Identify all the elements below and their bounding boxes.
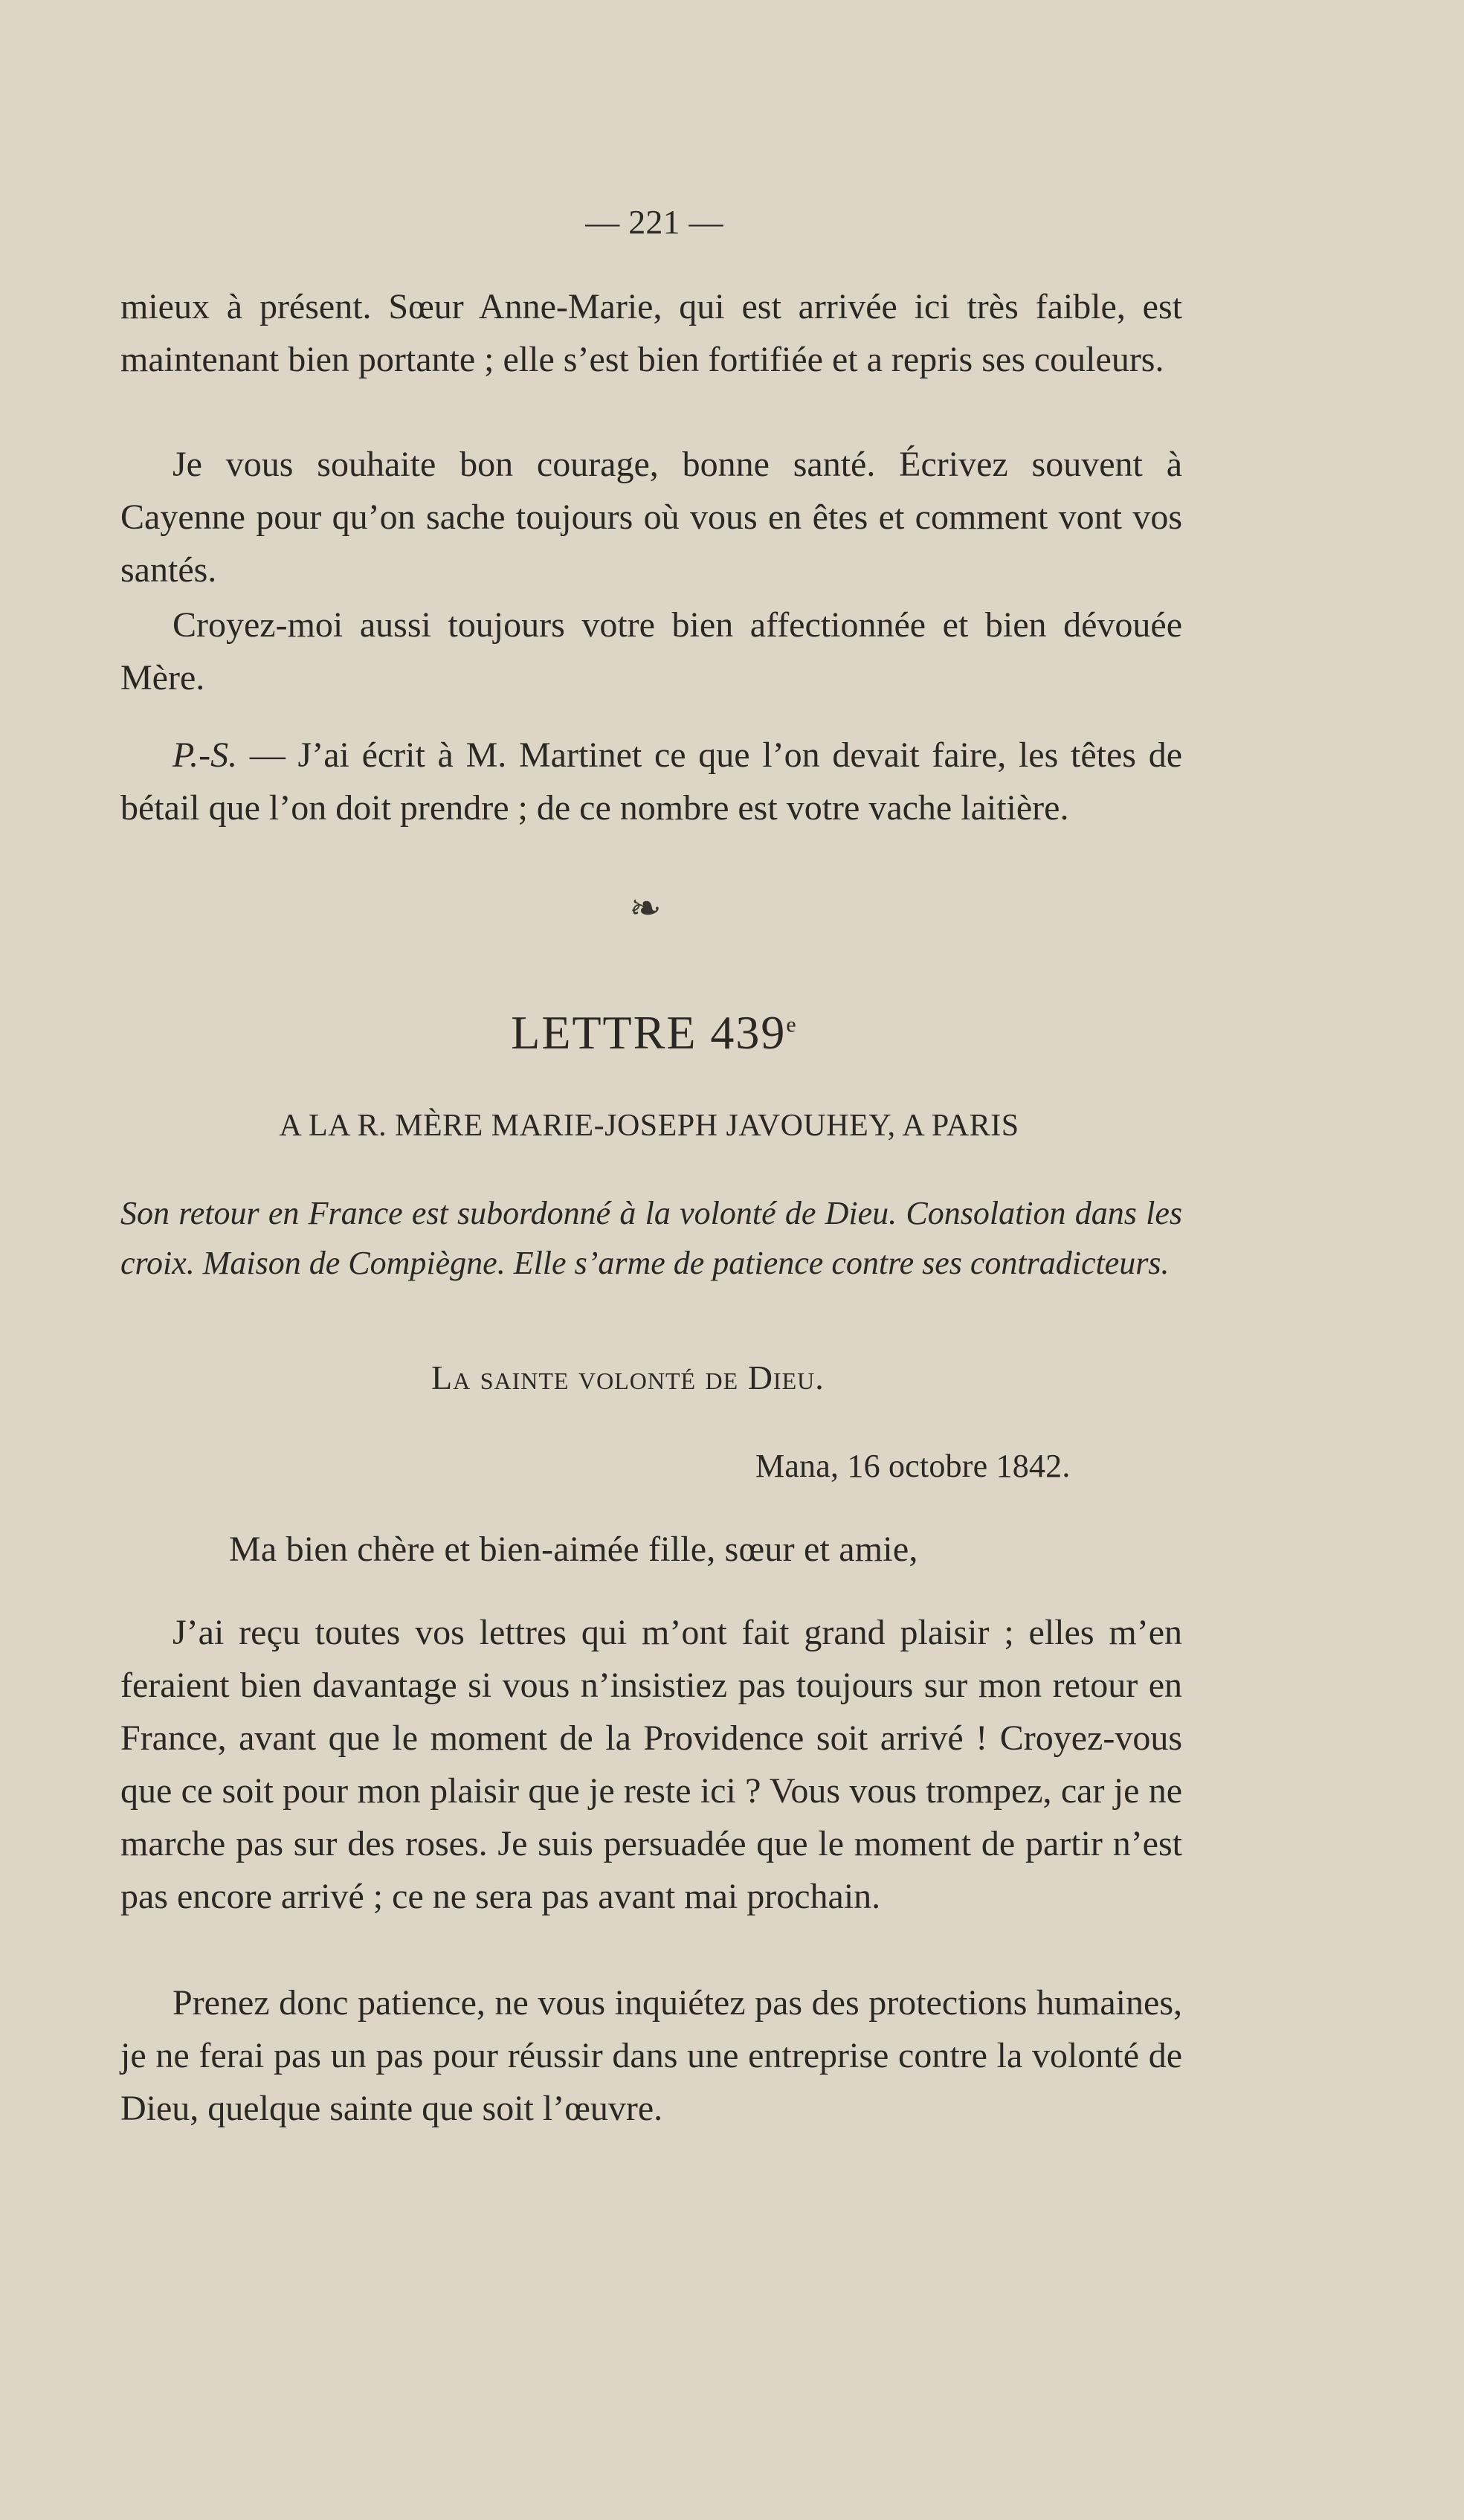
letter-paragraph-2: Prenez donc patience, ne vous inquiétez pas des protections humaines, je ne ferai pas un pas pour réussir dans une entreprise contre la volonté de Dieu, quelque sainte que soit l’œuvre.	[120, 1983, 1182, 2128]
invocation: La sainte volonté de Dieu.	[431, 1359, 825, 1396]
salutation: Ma bien chère et bien-aimée fille, sœur et amie,	[229, 1530, 918, 1569]
paragraph-closing: Croyez-moi aussi toujours votre bien affectionnée et bien dévouée Mère.	[120, 605, 1182, 697]
ornament-fleuron: ❧	[629, 888, 662, 930]
postscript	[120, 729, 1182, 834]
postscript-text: — J’ai écrit à M. Martinet ce que l’on devait faire, les têtes de bétail que l’on doit prendre ; de ce nombre est votre vache laitière.	[120, 735, 1182, 828]
letter-recipient: A LA R. MÈRE MARIE-JOSEPH JAVOUHEY, A PARIS	[279, 1109, 1019, 1143]
paragraph-wishes: Je vous souhaite bon courage, bonne santé. Écrivez souvent à Cayenne pour qu’on sache toujours où vous en êtes et comment vont vos santés.	[120, 445, 1182, 590]
letter-paragraph-1: J’ai reçu toutes vos lettres qui m’ont fait grand plaisir ; elles m’en feraient bien davantage si vous n’insistiez pas toujours sur mon retour en France, avant que le moment de la Providence soit arrivé ! Croyez-vous que ce soit pour mon plaisir que je reste ici ? Vous vous trompez, car je ne marche pas sur des roses. Je suis persuadée que le moment de partir n’est pas encore arrivé ; ce ne sera pas avant mai prochain.	[120, 1613, 1182, 1916]
letter-summary: Son retour en France est subordonné à la volonté de Dieu. Consolation dans les croix. Maison de Compiègne. Elle s’arme de patience contre ses contradicteurs.	[120, 1195, 1182, 1281]
letter-title-superscript: e	[786, 1012, 798, 1037]
page-number: — 221 —	[585, 203, 723, 241]
postscript-label: P.-S.	[172, 735, 238, 775]
paragraph-continuation: mieux à présent. Sœur Anne-Marie, qui est arrivée ici très faible, est maintenant bien portante ; elle s’est bien fortifiée et a repris ses couleurs.	[120, 287, 1182, 379]
letter-title-text: LETTRE 439	[511, 1006, 787, 1059]
dateline: Mana, 16 octobre 1842.	[755, 1448, 1071, 1484]
letter-title	[0, 1005, 1309, 1060]
